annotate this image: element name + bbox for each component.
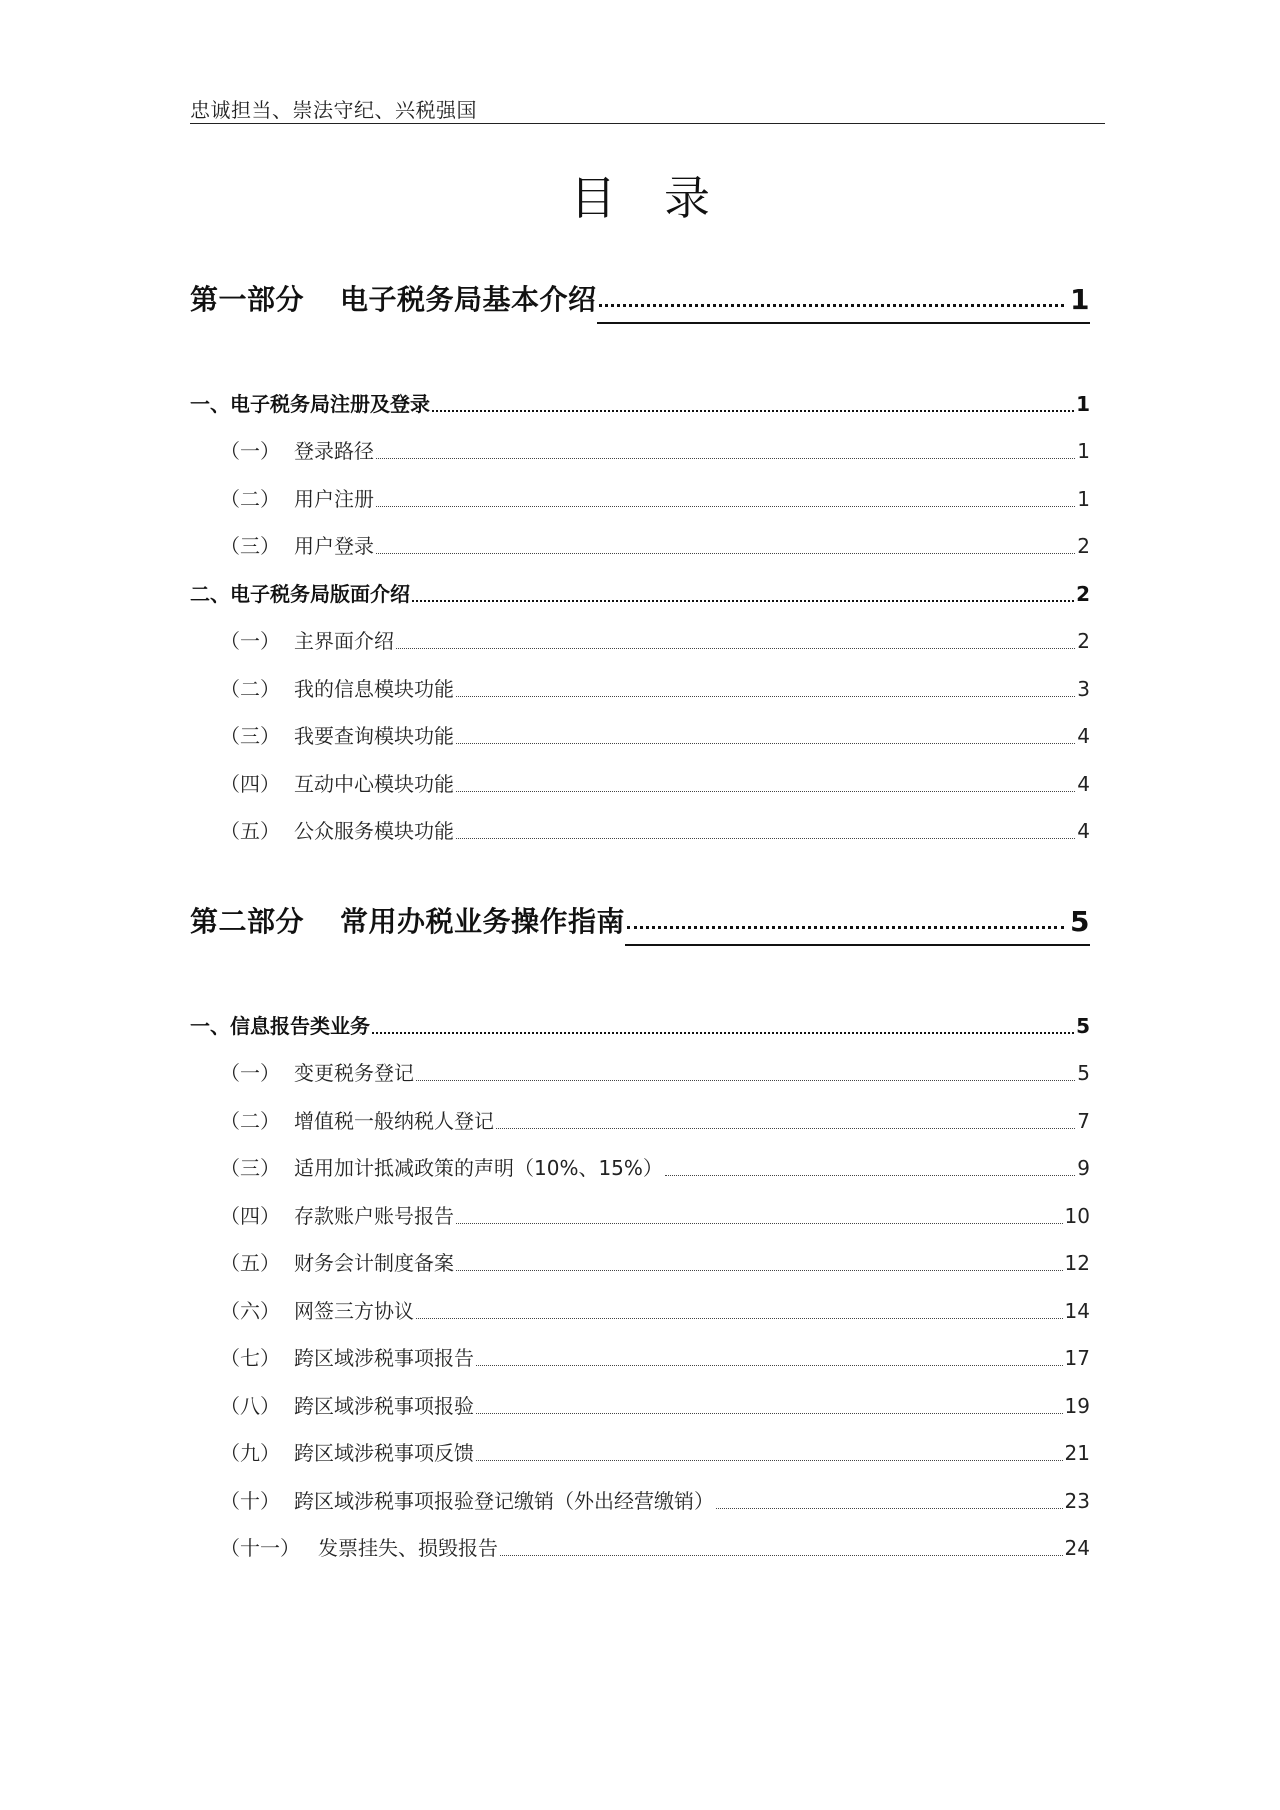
toc-item[interactable] [220,1390,1090,1419]
section-label: 一、信息报告类业务 [190,1014,370,1038]
leader-dots [376,553,1075,554]
leader-dots [416,1318,1063,1319]
leader-dots [476,1365,1063,1366]
page-number: 5 [1077,1061,1090,1085]
item-number: （二） [220,487,280,511]
item-label: 跨区域涉税事项反馈 [294,1441,474,1465]
toc-item[interactable] [220,483,1090,512]
item-label: 发票挂失、损毁报告 [318,1536,498,1560]
toc-item[interactable] [220,1485,1090,1514]
part-number: 第一部分 [190,283,305,316]
toc-item[interactable] [220,815,1090,844]
toc-section-2-1[interactable] [190,1010,1090,1039]
item-number: （六） [220,1299,280,1323]
item-label: 增值税一般纳税人登记 [294,1109,494,1133]
page-number: 2 [1077,534,1090,558]
toc-item[interactable] [220,1295,1090,1324]
page-number: 1 [1076,392,1090,416]
item-label: 用户注册 [294,487,374,511]
item-number: （三） [220,534,280,558]
page-number: 19 [1064,1394,1090,1418]
item-label: 主界面介绍 [294,629,394,653]
item-number: （四） [220,772,280,796]
item-number: （二） [220,677,280,701]
page-number: 1 [1070,283,1090,316]
item-number: （一） [220,629,280,653]
header-rule [190,123,1105,124]
item-number: （九） [220,1441,280,1465]
leader-dots [376,506,1075,507]
page-number: 5 [1070,905,1090,938]
page-number: 4 [1077,724,1090,748]
item-number: （五） [220,1251,280,1275]
page-number: 2 [1077,629,1090,653]
item-number: （一） [220,1061,280,1085]
leader-dots [456,838,1075,839]
leader-dots [716,1508,1063,1509]
toc-item[interactable] [220,1532,1090,1561]
item-label: 跨区域涉税事项报验 [294,1394,474,1418]
toc-item[interactable] [220,1152,1090,1181]
item-label: 公众服务模块功能 [294,819,454,843]
page-number: 17 [1064,1346,1090,1370]
toc-item[interactable] [220,1437,1090,1466]
page-number: 24 [1064,1536,1090,1560]
item-number: （二） [220,1109,280,1133]
leader-dots [456,791,1075,792]
page-number: 2 [1076,582,1090,606]
part-title: 电子税务局基本介绍 [340,283,597,316]
page-number: 1 [1077,487,1090,511]
leader-dots [496,1128,1075,1129]
toc-section-1-2[interactable] [190,578,1090,607]
item-number: （三） [220,1156,280,1180]
leader-dots [476,1413,1063,1414]
leader-dots [416,1080,1075,1081]
toc-part-2[interactable] [190,900,1090,946]
leader-dots [627,926,1064,929]
page-number: 10 [1064,1204,1090,1228]
leader-dots [396,648,1075,649]
header-motto: 忠诚担当、崇法守纪、兴税强国 [190,98,477,122]
toc-item[interactable] [220,1057,1090,1086]
leader-dots [500,1555,1063,1556]
leader-dots [456,1223,1063,1224]
page-number: 12 [1064,1251,1090,1275]
item-label: 网签三方协议 [294,1299,414,1323]
item-label: 我要查询模块功能 [294,724,454,748]
item-label: 跨区域涉税事项报告 [294,1346,474,1370]
leader-dots [599,304,1065,307]
item-label: 存款账户账号报告 [294,1204,454,1228]
leader-dots [372,1032,1074,1034]
item-number: （十一） [220,1536,300,1560]
item-label: 互动中心模块功能 [294,772,454,796]
leader-dots [456,743,1075,744]
item-number: （四） [220,1204,280,1228]
part-number: 第二部分 [190,905,305,938]
page-number: 4 [1077,819,1090,843]
toc-section-1-1[interactable] [190,388,1090,417]
leader-dots [456,1270,1063,1271]
item-number: （一） [220,439,280,463]
item-label: 跨区域涉税事项报验登记缴销（外出经营缴销） [294,1489,714,1513]
leader-dots [432,410,1074,412]
section-label: 一、电子税务局注册及登录 [190,392,430,416]
page-number: 4 [1077,772,1090,796]
toc-part-1[interactable] [190,278,1090,324]
page-number: 3 [1077,677,1090,701]
page-number: 5 [1076,1014,1090,1038]
toc-title: 目录 [570,171,758,225]
toc-item[interactable] [220,768,1090,797]
leader-dots [412,600,1074,602]
item-number: （八） [220,1394,280,1418]
section-label: 二、电子税务局版面介绍 [190,582,410,606]
item-label: 变更税务登记 [294,1061,414,1085]
leader-dots [376,458,1075,459]
item-number: （十） [220,1489,280,1513]
toc-item[interactable] [220,1247,1090,1276]
page-number: 21 [1064,1441,1090,1465]
leader-dots [456,696,1075,697]
page-number: 9 [1077,1156,1090,1180]
item-number: （七） [220,1346,280,1370]
item-label: 我的信息模块功能 [294,677,454,701]
page-number: 1 [1077,439,1090,463]
item-label: 用户登录 [294,534,374,558]
leader-dots [665,1175,1075,1176]
item-label: 适用加计抵减政策的声明（10%、15%） [294,1156,663,1180]
page-number: 23 [1064,1489,1090,1513]
toc-item[interactable] [220,625,1090,654]
item-label: 财务会计制度备案 [294,1251,454,1275]
page-number: 7 [1077,1109,1090,1133]
toc-item[interactable] [220,530,1090,559]
toc-item[interactable] [220,720,1090,749]
page-number: 14 [1064,1299,1090,1323]
leader-dots [476,1460,1063,1461]
item-label: 登录路径 [294,439,374,463]
item-number: （五） [220,819,280,843]
part-title: 常用办税业务操作指南 [340,905,626,938]
toc-item[interactable] [220,1105,1090,1134]
toc-item[interactable] [220,1200,1090,1229]
toc-item[interactable] [220,435,1090,464]
toc-item[interactable] [220,1342,1090,1371]
toc-item[interactable] [220,673,1090,702]
item-number: （三） [220,724,280,748]
